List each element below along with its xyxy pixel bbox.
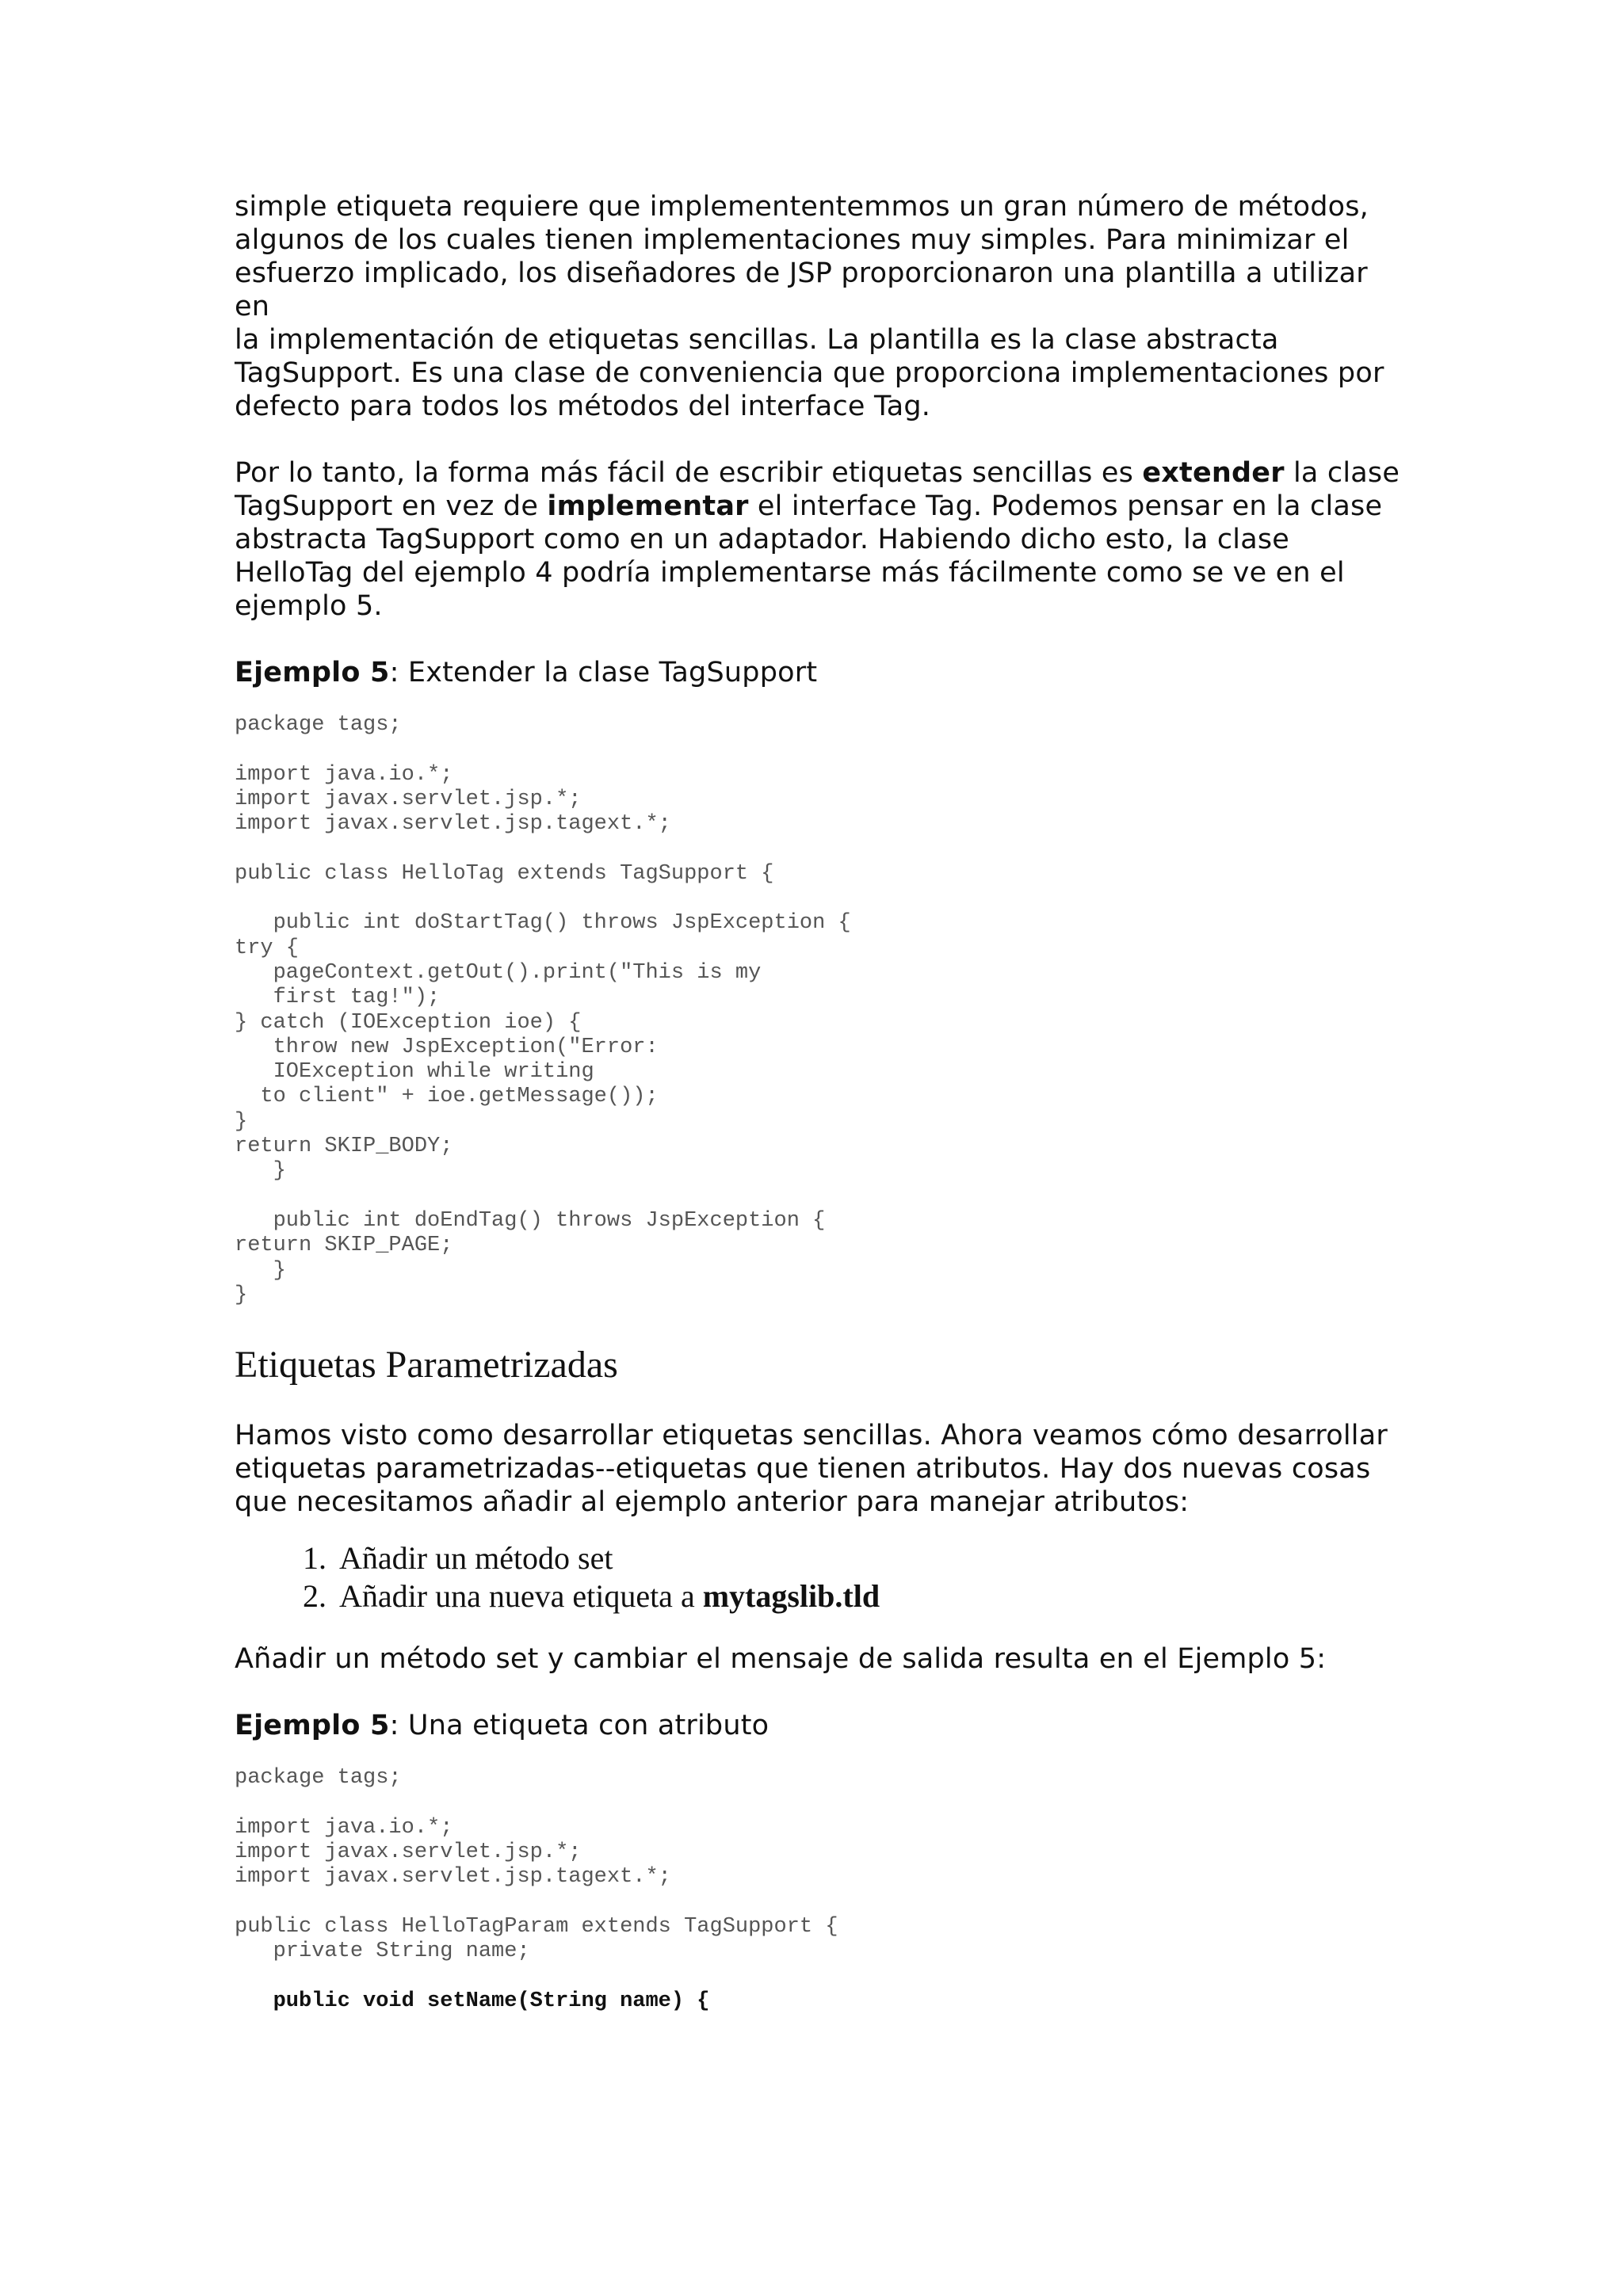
- text-line: simple etiqueta requiere que implemententemmos un gran número de métodos,: [235, 191, 1369, 223]
- list-item-text: Añadir un método set: [339, 1540, 613, 1577]
- example-label: Ejemplo 5: [235, 657, 390, 688]
- text-line: HelloTag del ejemplo 4 podría implementarse más fácilmente como se ve en el: [235, 557, 1345, 589]
- numbered-list: [235, 1539, 1407, 1615]
- example-caption: [235, 656, 1407, 689]
- text-line: abstracta TagSupport como en un adaptador. Habiendo dicho esto, la clase: [235, 524, 1290, 555]
- text-line: Hamos visto como desarrollar etiquetas sencillas. Ahora veamos cómo desarrollar: [235, 1420, 1388, 1452]
- code-text: package tags; import java.io.*; import javax.servlet.jsp.*; import javax.servlet.jsp.tagext.*; public class HelloTagParam extends TagSupport { private String name;: [235, 1766, 838, 1964]
- code-bold-line: public void setName(String name) {: [235, 1989, 710, 2013]
- intro-paragraph: [235, 190, 1407, 423]
- example-caption: [235, 1709, 1407, 1742]
- text-line: algunos de los cuales tienen implementaciones muy simples. Para minimizar el: [235, 224, 1350, 256]
- text-run: el interface Tag. Podemos pensar en la clase: [748, 490, 1383, 522]
- text-line: [235, 490, 1407, 523]
- section-heading: Etiquetas Parametrizadas: [235, 1344, 618, 1386]
- text-run: TagSupport en vez de: [235, 490, 548, 522]
- text-run: Por lo tanto, la forma más fácil de escribir etiquetas sencillas es: [235, 457, 1143, 489]
- text-line: la implementación de etiquetas sencillas. La plantilla es la clase abstracta: [235, 324, 1279, 356]
- filename-mytagslib: mytagslib.tld: [702, 1578, 880, 1615]
- tagsupport-paragraph: [235, 456, 1407, 623]
- list-item-text: Añadir una nueva etiqueta a: [339, 1578, 703, 1615]
- example-label: Ejemplo 5: [235, 1710, 390, 1742]
- code-block-hellotag: package tags; import java.io.*; import javax.servlet.jsp.*; import javax.servlet.jsp.tagext.*; public class HelloTag extends TagSupport { public int doStartTag() throws JspException { try { pageContext.getOut().print("This is my first tag!"); } catch (IOException ioe) { throw new JspException("Error: IOException while writing to client" + ioe.getMessage()); } return SKIP_BODY; } public int doEndTag() throws JspException { return SKIP_PAGE; } }: [235, 713, 851, 1307]
- text-line: que necesitamos añadir al ejemplo anterior para manejar atributos:: [235, 1486, 1190, 1519]
- text-line: TagSupport. Es una clase de conveniencia que proporciona implementaciones por: [235, 357, 1384, 389]
- parametrized-paragraph: [235, 1419, 1407, 1519]
- text-run: la clase: [1284, 457, 1400, 489]
- text-line: ejemplo 5.: [235, 590, 383, 622]
- list-item: [334, 1539, 1407, 1577]
- text-line: defecto para todos los métodos del interface Tag.: [235, 391, 931, 422]
- text-line: [235, 456, 1407, 490]
- emphasis-extender: extender: [1142, 457, 1285, 489]
- document-page: [235, 190, 1407, 2014]
- text-line: esfuerzo implicado, los diseñadores de JSP proporcionaron una plantilla a utilizar en: [235, 257, 1368, 322]
- caption-text: Extender la clase TagSupport: [407, 657, 818, 688]
- setter-paragraph: Añadir un método set y cambiar el mensaje de salida resulta en el Ejemplo 5:: [235, 1643, 1327, 1676]
- caption-separator: :: [389, 657, 408, 688]
- caption-text: Una etiqueta con atributo: [407, 1710, 769, 1742]
- code-block-hellotagparam: [235, 1766, 1407, 2014]
- text-line: etiquetas parametrizadas--etiquetas que tienen atributos. Hay dos nuevas cosas: [235, 1453, 1371, 1486]
- list-item: [334, 1577, 1407, 1615]
- emphasis-implementar: implementar: [547, 490, 749, 522]
- caption-separator: :: [389, 1710, 408, 1742]
